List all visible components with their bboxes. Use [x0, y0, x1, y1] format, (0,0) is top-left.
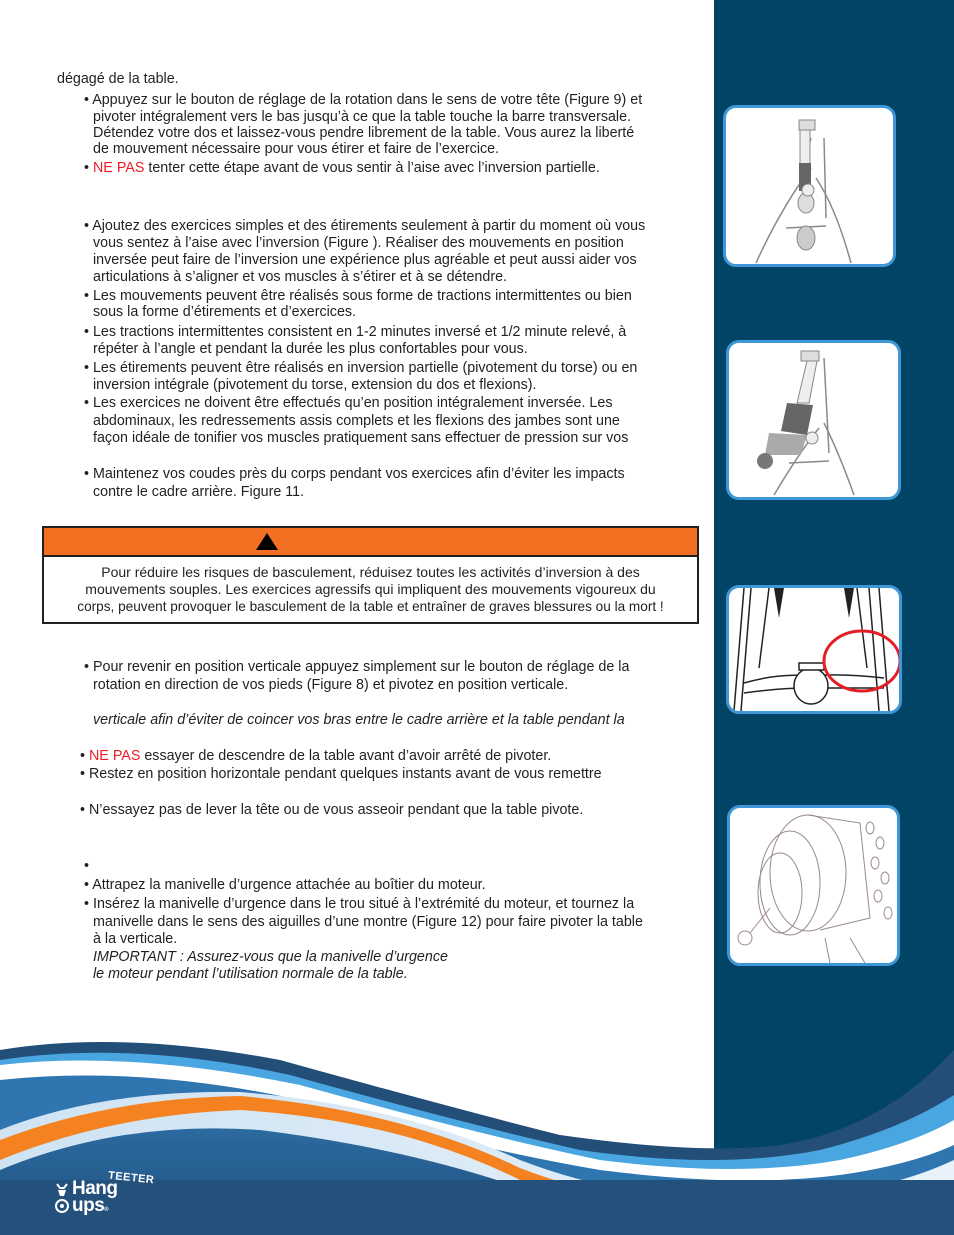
bullet-rotation-line4: de mouvement nécessaire pour vous étirer et faire de l’exercice.: [93, 141, 500, 157]
elbow-frame-illustration: [729, 588, 899, 711]
crank-line-1: • Attrapez la manivelle d’urgence attachée au boîtier du moteur.: [84, 877, 486, 893]
exercise-line-9: • Les étirements peuvent être réalisés en inversion partielle (pivotement du torse) ou en: [84, 360, 638, 376]
inversion-table-illustration: [726, 108, 893, 264]
return-line-1: • Pour revenir en position verticale appuyez simplement sur le bouton de réglage de la: [84, 659, 630, 675]
exercise-line-4: articulations à s’aligner et vos muscles à s’étirer et à se détendre.: [93, 269, 508, 285]
logo-ups-text: [72, 1197, 108, 1219]
crank-line-3: manivelle dans le sens des aiguilles d’une montre (Figure 12) pour faire pivoter la table: [93, 914, 643, 930]
return-line-2: rotation en direction de vos pieds (Figure 8) et pivotez en position verticale.: [93, 677, 569, 693]
logo-hang-text: Hang: [72, 1178, 118, 1199]
exercise-line-3: inversée peut faire de l’inversion une expérience plus agréable et peut aussi aider vos: [93, 252, 637, 268]
exercise-line-7: • Les tractions intermittentes consistent en 1-2 minutes inversé et 1/2 minute relevé, à: [84, 324, 627, 340]
ne-pas-text: tenter cette étape avant de vous sentir à l’aise avec l’inversion partielle.: [144, 160, 600, 176]
empty-bullet: •: [84, 858, 90, 874]
ne-pas-text: essayer de descendre de la table avant d’avoir arrêté de pivoter.: [140, 748, 552, 764]
registered-mark: ®: [104, 1207, 109, 1213]
exercise-line-11: • Les exercices ne doivent être effectués qu’en position intégralement inversée. Les: [84, 395, 613, 411]
bullet-rotation-line3: Détendez votre dos et laissez-vous pendre librement de la table. Vous aurez la liberté: [93, 125, 635, 141]
exercise-line-6: sous la forme d’étirements et d’exercices.: [93, 304, 357, 320]
decorative-wave-footer: [0, 1020, 954, 1235]
logo-teeter-text: TEETER: [107, 1169, 155, 1187]
ne-pas-label: NE PAS: [88, 748, 141, 764]
important-line-2: le moteur pendant l’utilisation normale de la table.: [93, 966, 408, 982]
figure-elbows-frame: [726, 585, 902, 714]
warning-text: [44, 557, 697, 615]
crank-line-2: • Insérez la manivelle d’urgence dans le trou situé à l’extrémité du moteur, et tournez la: [84, 896, 635, 912]
figure-inverted-exercise: [726, 340, 901, 500]
bullet-rotation-line2: pivoter intégralement vers le bas jusqu’à ce que la table touche la barre transversale.: [93, 109, 632, 125]
logo-ups-word: ups: [72, 1195, 105, 1216]
figure-full-inversion: [723, 105, 896, 267]
ne-pas-warning-1: [84, 160, 600, 177]
bullet: •: [80, 748, 89, 764]
rest-horizontal-line: • Restez en position horizontale pendant quelques instants avant de vous remettre: [80, 766, 602, 782]
return-italic-note: verticale afin d’éviter de coincer vos bras entre le cadre arrière et la table pendant la: [93, 712, 625, 728]
continuation-text: dégagé de la table.: [57, 71, 179, 87]
figure-emergency-crank: [727, 805, 900, 966]
warning-line-2: mouvements souples. Les exercices agressifs qui impliquent des mouvements vigoureux du: [85, 581, 656, 597]
dont-lift-head-line: • N’essayez pas de lever la tête ou de vous asseoir pendant que la table pivote.: [80, 802, 584, 818]
warning-header-bar: [44, 528, 697, 557]
exercise-line-1: • Ajoutez des exercices simples et des étirements seulement à partir du moment où vous: [84, 218, 646, 234]
ne-pas-label: NE PAS: [92, 160, 145, 176]
exercise-line-15: contre le cadre arrière. Figure 11.: [93, 484, 305, 500]
exercise-line-2: vous sentez à l’aise avec l’inversion (Figure ). Réaliser des mouvements en position: [93, 235, 624, 251]
exercise-line-10: inversion intégrale (pivotement du torse, extension du dos et flexions).: [93, 377, 537, 393]
important-line-1: IMPORTANT : Assurez-vous que la manivelle d’urgence: [93, 949, 448, 965]
ne-pas-warning-2: [80, 748, 551, 765]
inverted-situp-illustration: [729, 343, 898, 497]
motor-crank-illustration: [730, 808, 897, 963]
exercise-line-12: abdominaux, les redressements assis complets et les flexions des jambes sont une: [93, 413, 620, 429]
mascot-icon: [54, 1182, 70, 1216]
warning-triangle-icon: [256, 533, 278, 550]
exercise-line-13: façon idéale de tonifier vos muscles pratiquement sans effectuer de pression sur vos: [93, 430, 629, 446]
bullet-rotation-line1: • Appuyez sur le bouton de réglage de la rotation dans le sens de votre tête (Figure 9) et: [84, 92, 643, 108]
warning-line-3: corps, peuvent provoquer le basculement de la table et entraîner de graves blessures ou la mort !: [77, 599, 664, 614]
warning-line-1: Pour réduire les risques de basculement, réduisez toutes les activités d’inversion à des: [101, 564, 640, 580]
exercise-line-5: • Les mouvements peuvent être réalisés sous forme de tractions intermittentes ou bien: [84, 288, 632, 304]
exercise-line-8: répéter à l’angle et pendant la durée les plus confortables pour vous.: [93, 341, 528, 357]
bullet: •: [84, 160, 93, 176]
crank-line-4: à la verticale.: [93, 931, 178, 947]
warning-box: [42, 526, 699, 624]
exercise-line-14: • Maintenez vos coudes près du corps pendant vos exercices afin d’éviter les impacts: [84, 466, 625, 482]
